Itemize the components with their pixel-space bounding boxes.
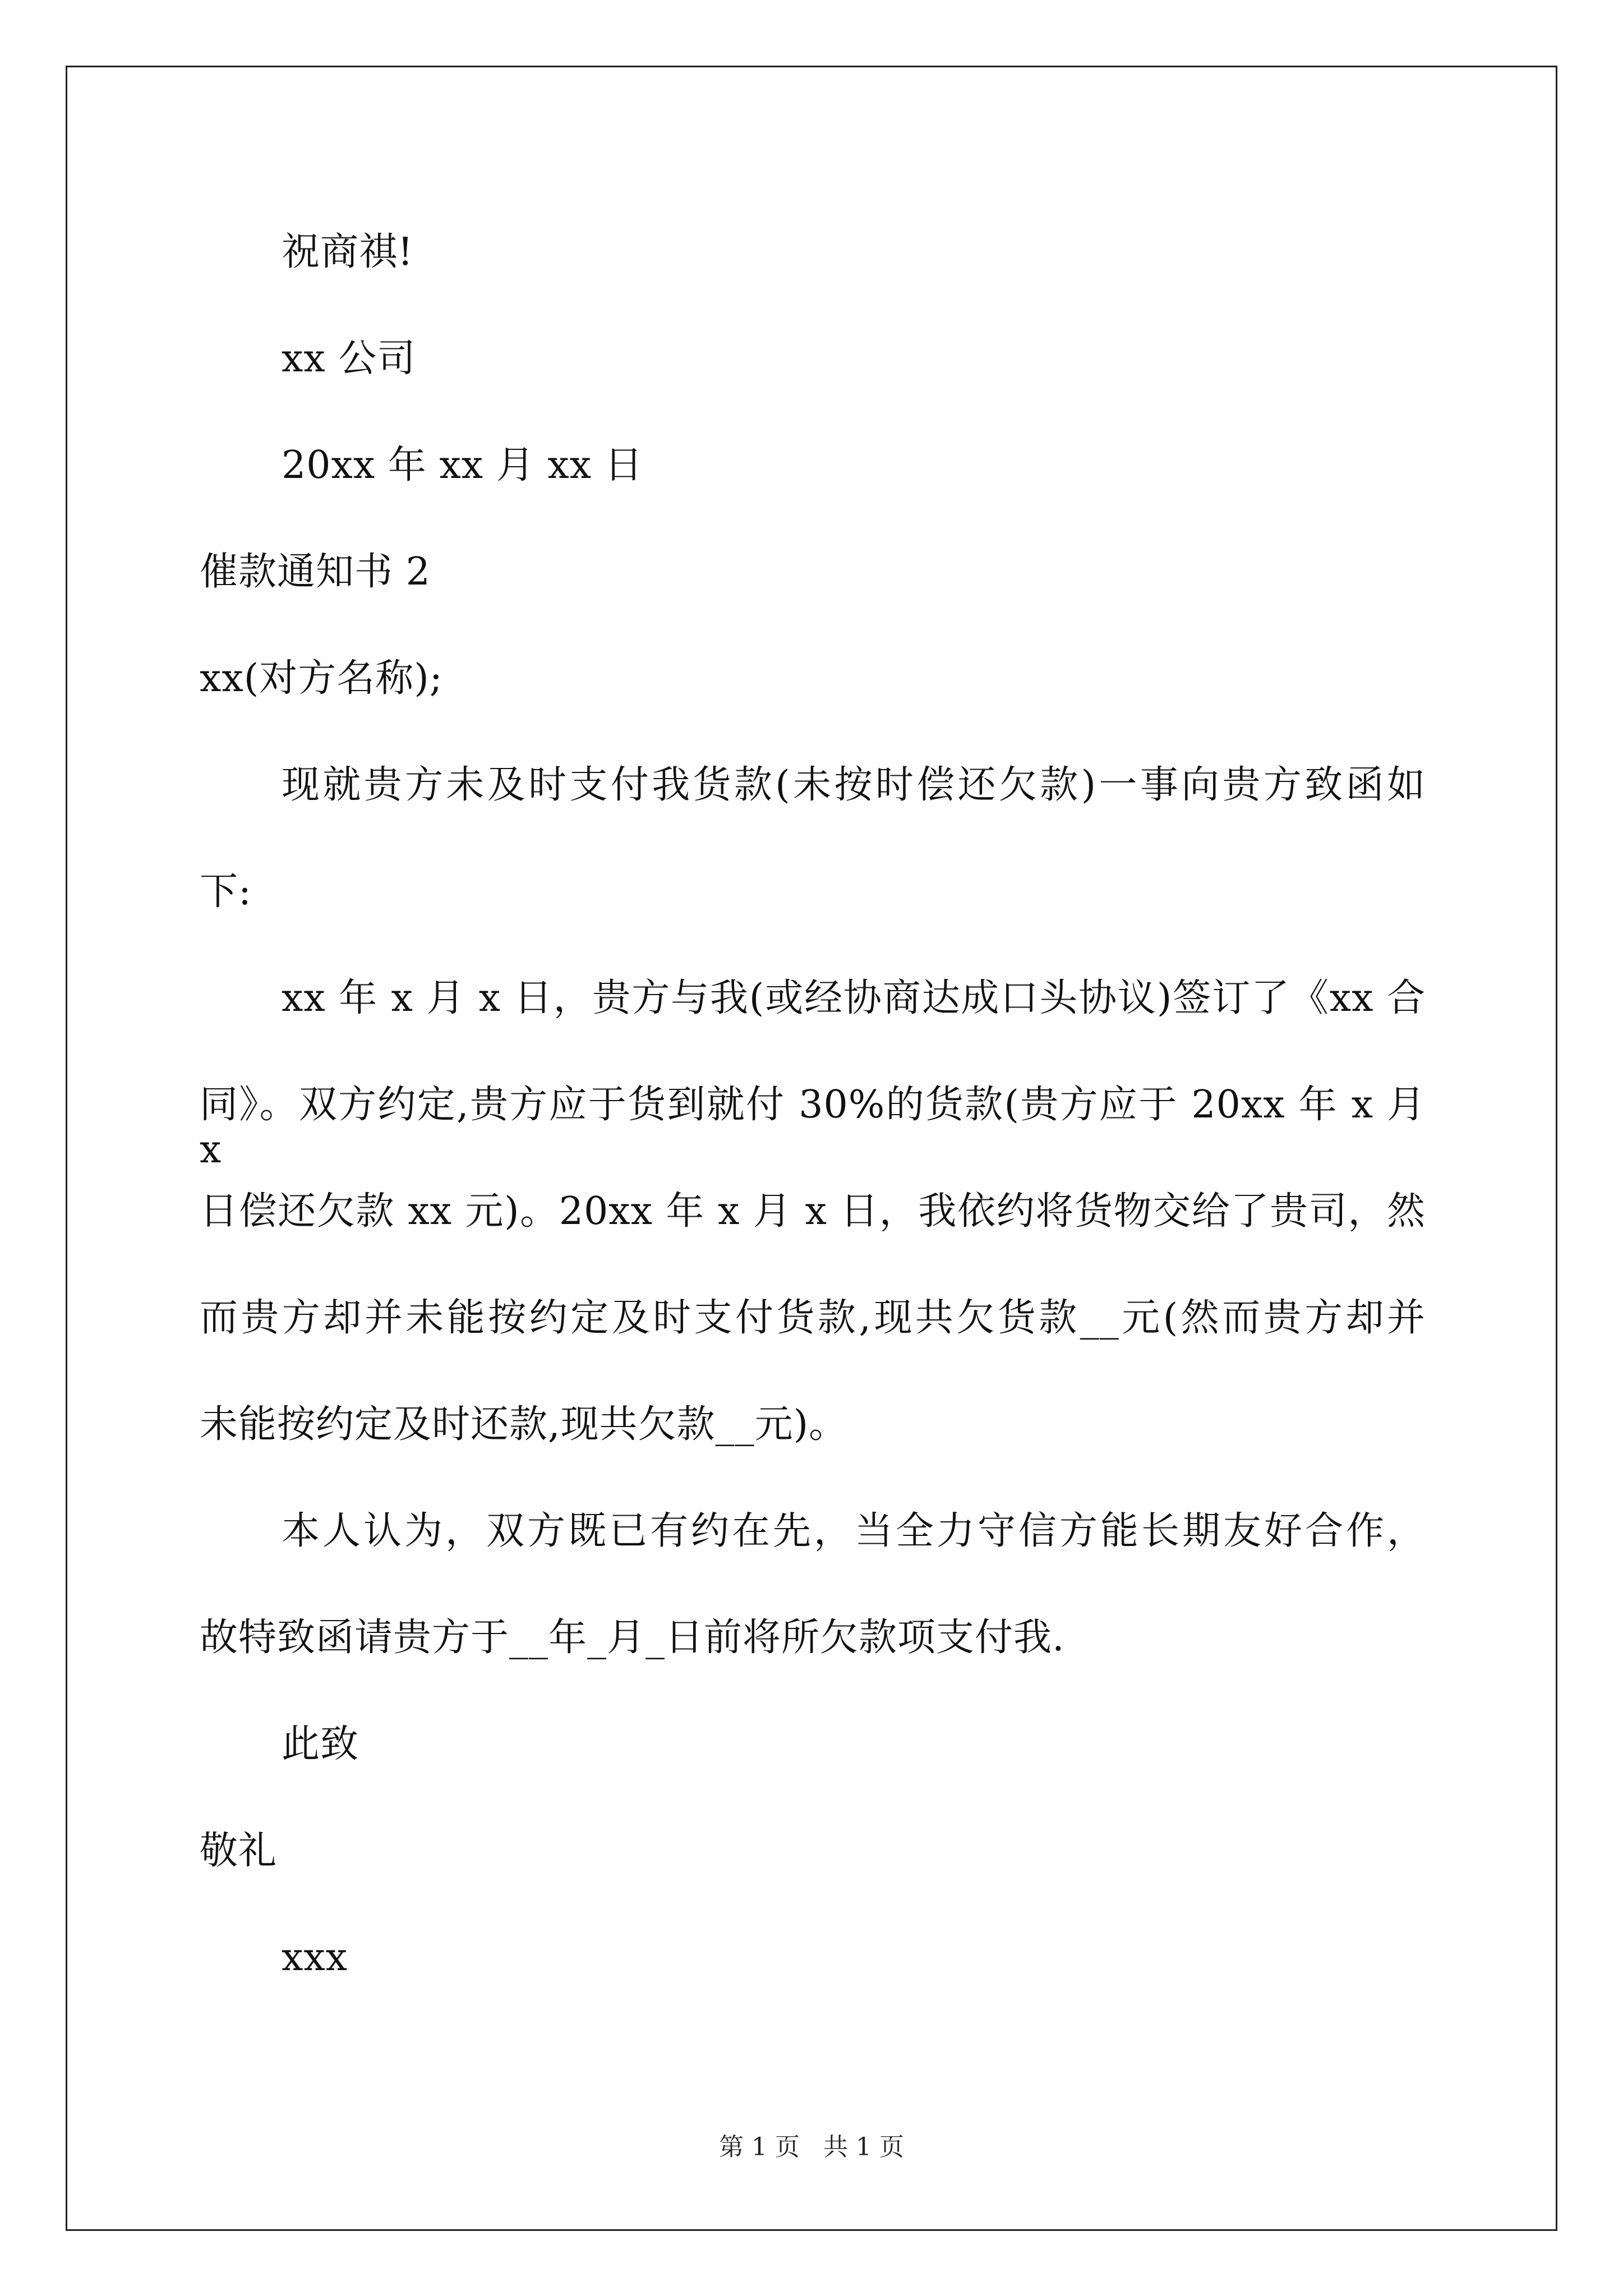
paragraph-line: 故特致函请贵方于__年_月_日前将所欠款项支付我. xyxy=(200,1616,1065,1660)
page-footer: 第 1 页 共 1 页 xyxy=(719,2133,904,2161)
closing-salute: 敬礼 xyxy=(200,1829,278,1873)
paragraph-line: xx 年 x 月 x 日，贵方与我(或经协商达成口头协议)签订了《xx 合 xyxy=(282,976,1426,1020)
paragraph-line: 下: xyxy=(200,869,252,914)
paragraph-line: 本人认为，双方既已有约在先，当全力守信方能长期友好合作， xyxy=(282,1509,1426,1553)
notice-title: 催款通知书 2 xyxy=(200,550,431,594)
paragraph-line: 而贵方却并未能按约定及时支付货款,现共欠货款__元(然而贵方却并 xyxy=(200,1296,1426,1340)
signature-name: xxx xyxy=(282,1935,348,1980)
paragraph-line: 现就贵方未及时支付我货款(未按时偿还欠款)一事向贵方致函如 xyxy=(282,763,1426,807)
paragraph-line: 未能按约定及时还款,现共欠款__元)。 xyxy=(200,1402,848,1447)
closing-greeting: 祝商祺! xyxy=(282,230,414,274)
closing-phrase: 此致 xyxy=(282,1722,359,1766)
recipient-line: xx(对方名称); xyxy=(200,656,443,701)
sender-company: xx 公司 xyxy=(282,337,416,381)
letter-date: 20xx 年 xx 月 xx 日 xyxy=(282,443,643,487)
paragraph-line: 同》。双方约定,贵方应于货到就付 30%的货款(贵方应于 20xx 年 x 月 x xyxy=(200,1083,1426,1172)
paragraph-line: 日偿还欠款 xx 元)。20xx 年 x 月 x 日，我依约将货物交给了贵司，然 xyxy=(200,1189,1426,1234)
